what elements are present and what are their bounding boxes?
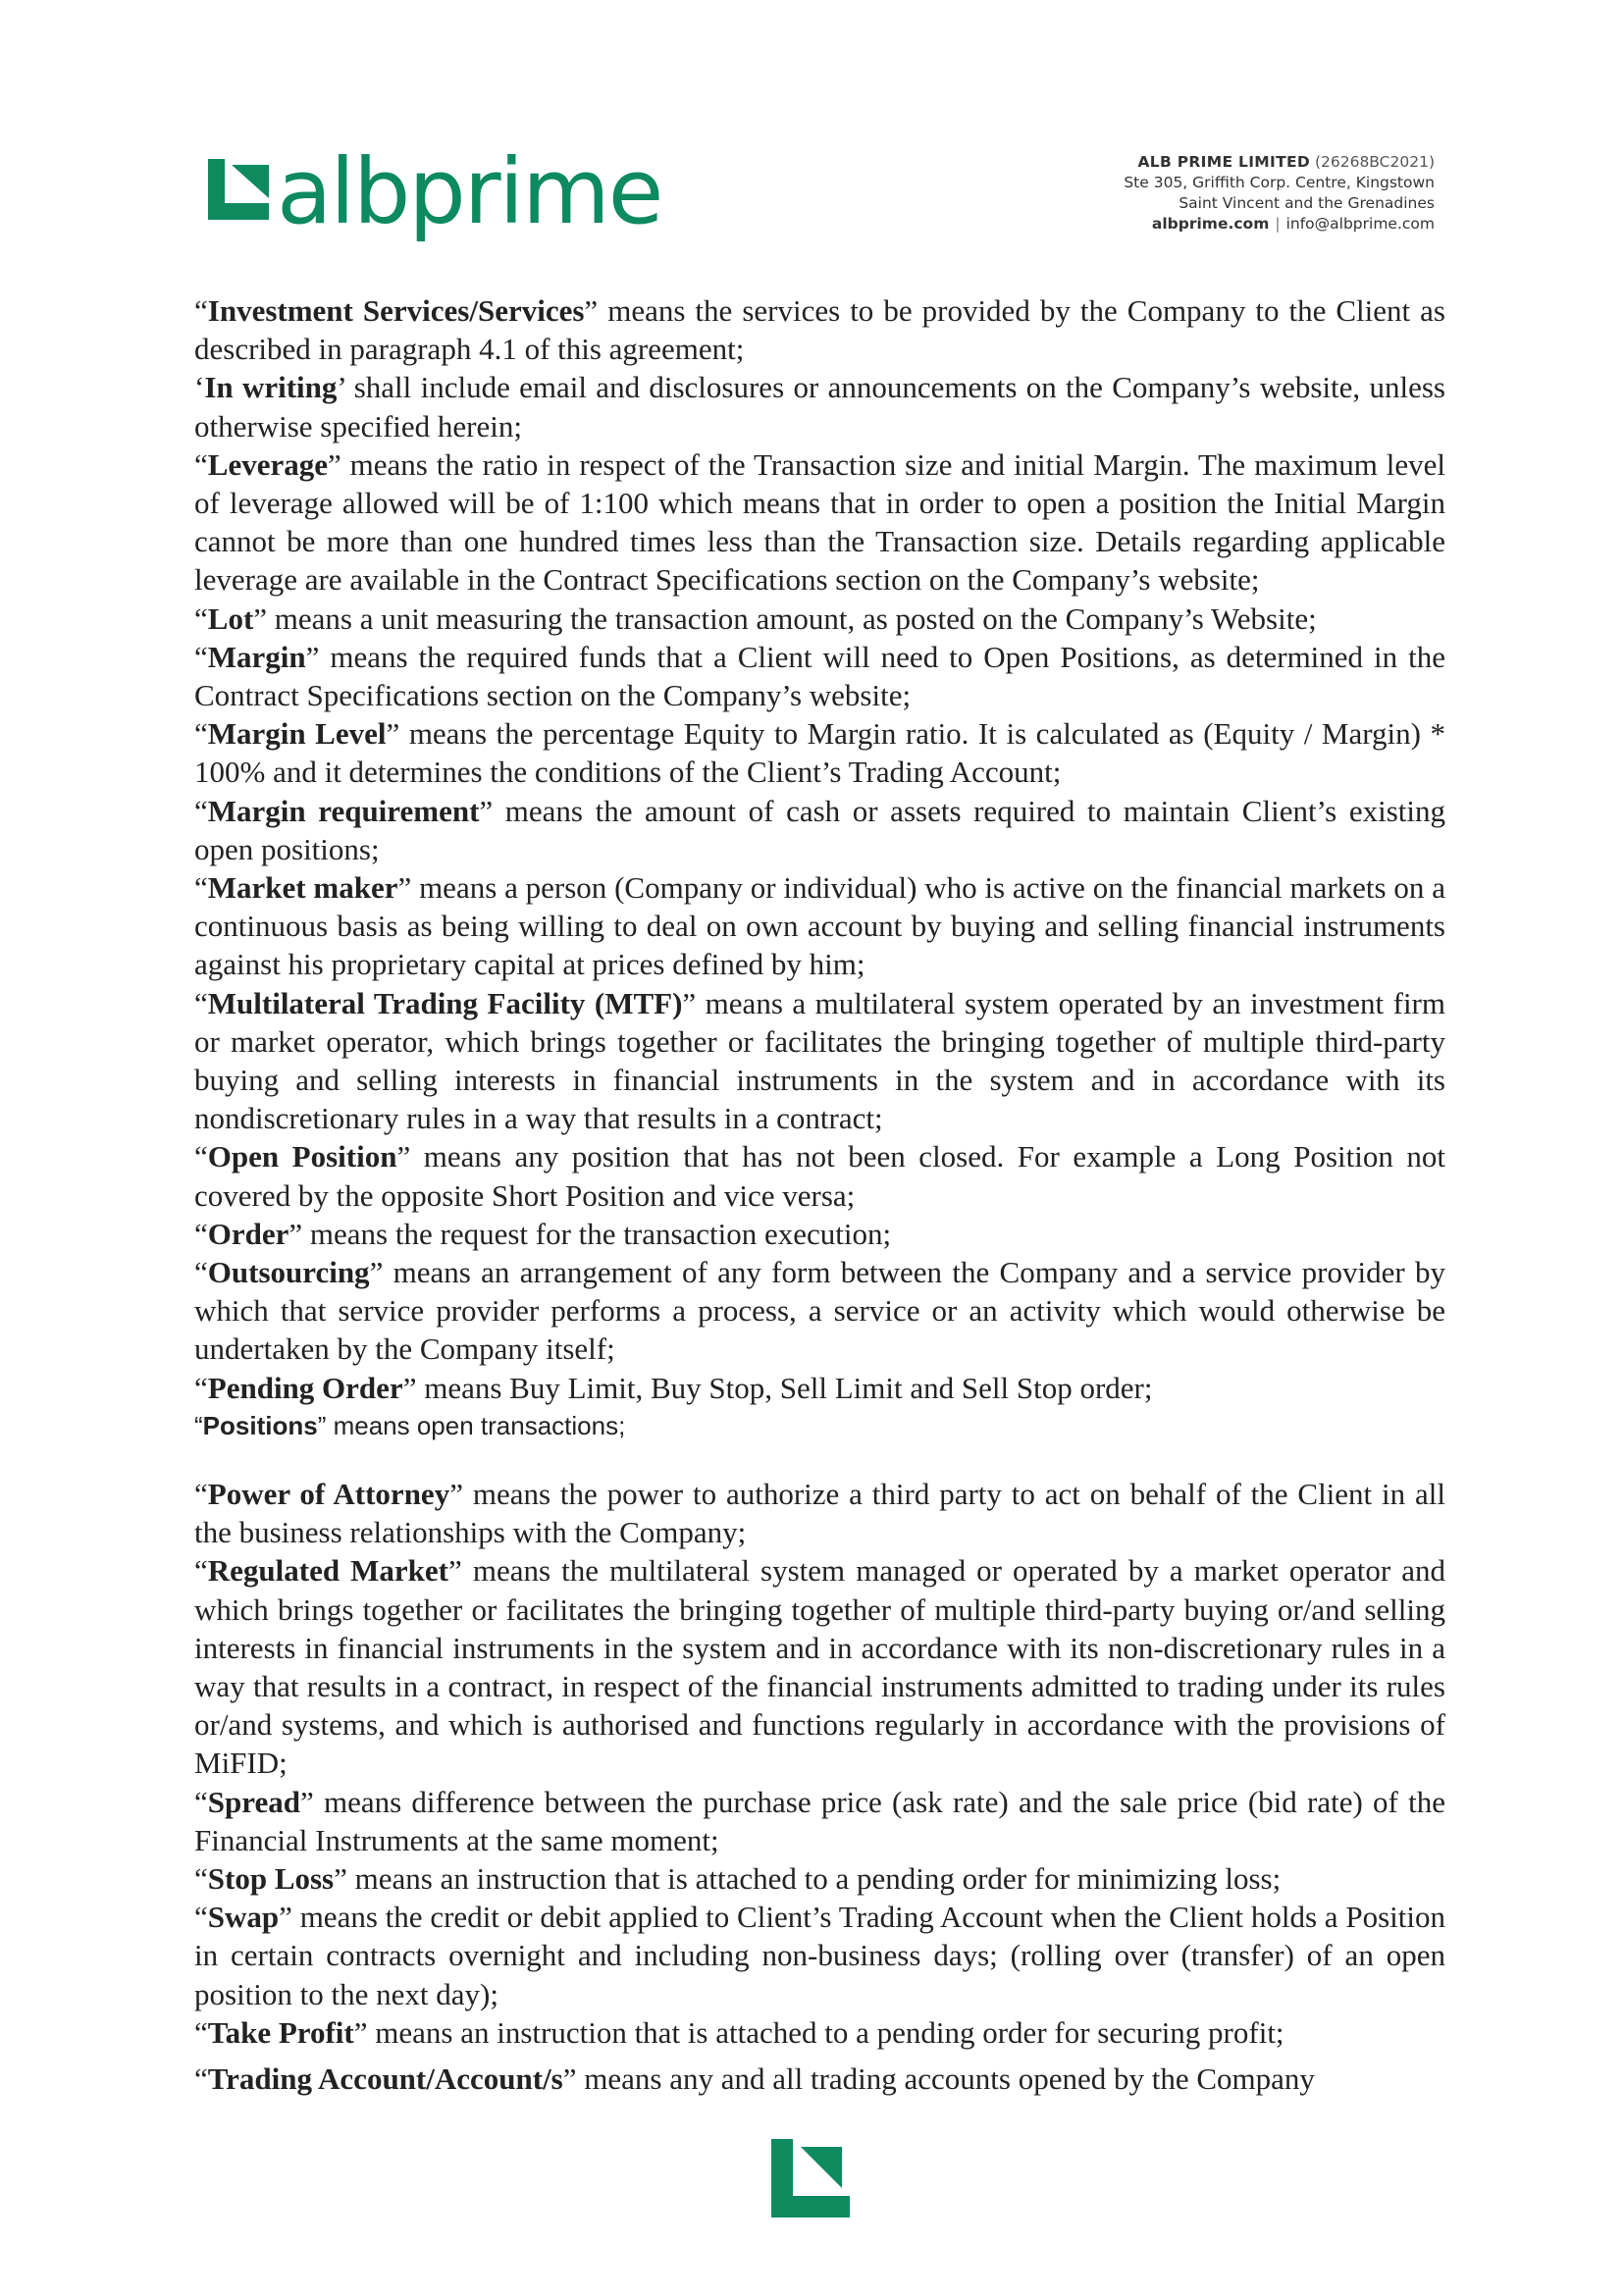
definition-item: “Leverage” means the ratio in respect of the Transaction size and initial Margin. The maximum level of leverage allowed will be of 1:100 which means that in order to open a position the Initial Margin cannot be more than one hundred times less than the Transaction size. Details regarding applicable leverage are available in the Contract Specifications section on the Company’s website; xyxy=(194,446,1445,598)
definition-item: “Swap” means the credit or debit applied to Client’s Trading Account when the Client holds a Position in certain contracts overnight and including non-business days; (rolling over (transfer) of an open position to the next day); xyxy=(194,1900,1445,2011)
definition-text: means a unit measuring the transaction amount, as posted on the Company’s Website; xyxy=(267,600,1317,636)
definitions-list xyxy=(194,291,1445,2098)
footer-logo-mark-icon xyxy=(771,2139,850,2217)
definition-text: means the amount of cash or assets required to maintain Client’s existing open positions; xyxy=(194,793,1446,866)
definition-text: means the services to be provided by the Company to the Client as described in paragraph 4.1 of this agreement; xyxy=(194,293,1446,367)
company-info xyxy=(1124,152,1435,235)
definition-term: Market maker xyxy=(207,870,398,906)
definition-item: “Pending Order” means Buy Limit, Buy Stop, Sell Limit and Sell Stop order; xyxy=(194,1370,1153,1405)
definition-item: “Margin” means the required funds that a Client will need to Open Positions, as determined in the Contract Specifications section on the Company’s website; xyxy=(194,639,1445,713)
definition-text: means the percentage Equity to Margin ratio. It is calculated as (Equity / Margin) * 100% and it determines the conditions of the Client’s Trading Account; xyxy=(194,716,1445,790)
definition-item: “Order” means the request for the transaction execution; xyxy=(194,1216,892,1251)
definition-item: “Regulated Market” means the multilateral system managed or operated by a market operator and which brings together or facilitates the bringing together of multiple third-party buying or/and selling interests in financial instruments in the system and in accordance with its non-discretionary rules in a way that results in a contract, in respect of the financial instruments admitted to trading under its rules or/and systems, and which is authorised and functions regularly in accordance with the provisions of MiFID; xyxy=(194,1553,1445,1781)
definition-item: “Multilateral Trading Facility (MTF)” means a multilateral system operated by an investment firm or market operator, which brings together or facilitates the bringing together of multiple third-party buying and selling interests in financial instruments in the system and in accordance with its nondiscretionary rules in a way that results in a contract; xyxy=(194,985,1445,1136)
company-registration: (26268BC2021) xyxy=(1314,153,1435,171)
definition-item: “Stop Loss” means an instruction that is attached to a pending order for minimizing loss; xyxy=(194,1860,1282,1896)
definition-term: Regulated Market xyxy=(207,1553,449,1589)
definition-text: means the request for the transaction execution; xyxy=(302,1216,892,1251)
definition-term: Swap xyxy=(207,1900,280,1935)
definition-text: means any and all trading accounts opened by the Company xyxy=(576,2060,1315,2096)
definition-item: “Spread” means difference between the purchase price (ask rate) and the sale price (bid rate) of the Financial Instruments at the same moment; xyxy=(194,1784,1445,1857)
definition-term: Order xyxy=(207,1216,289,1251)
definition-term: Margin xyxy=(207,639,306,674)
definition-item: “Investment Services/Services” means the services to be provided by the Company to the Client as described in paragraph 4.1 of this agreement; xyxy=(194,293,1446,367)
company-name-line xyxy=(1124,152,1435,173)
definition-term: Positions xyxy=(202,1410,318,1440)
definition-term: Trading Account/Account/s xyxy=(207,2060,563,2096)
definition-item: “Open Position” means any position that has not been closed. For example a Long Position not covered by the opposite Short Position and vice versa; xyxy=(194,1139,1445,1213)
definition-item: “Margin requirement” means the amount of cash or assets required to maintain Client’s existing open positions; xyxy=(194,793,1446,866)
definition-text: means an arrangement of any form between the Company and a service provider by which that service provider performs a process, a service or an activity which would otherwise be undertaken by the Company itself; xyxy=(194,1255,1445,1367)
definition-item: “Power of Attorney” means the power to authorize a third party to act on behalf of the Client in all the business relationships with the Company; xyxy=(194,1476,1446,1550)
definition-text: means the ratio in respect of the Transaction size and initial Margin. The maximum level of leverage allowed will be of 1:100 which means that in order to open a position the Initial Margin cannot be more than one hundred times less than the Transaction size. Details regarding applicable leverage are available in the Contract Specifications section on the Company’s website; xyxy=(194,446,1445,598)
company-address-line1: Ste 305, Griffith Corp. Centre, Kingstown xyxy=(1124,174,1435,191)
definition-term: Margin requirement xyxy=(207,793,480,828)
company-website: albprime.com xyxy=(1151,215,1270,233)
definition-text: shall include email and disclosures or announcements on the Company’s website, unless otherwise specified herein; xyxy=(194,370,1445,443)
definition-text: means Buy Limit, Buy Stop, Sell Limit and Sell Stop order; xyxy=(416,1370,1153,1405)
logo-mark-icon xyxy=(208,159,269,220)
definition-item: “Take Profit” means an instruction that is attached to a pending order for securing profit; xyxy=(194,2014,1284,2050)
definition-term: Multilateral Trading Facility (MTF) xyxy=(207,985,683,1020)
company-address-line2: Saint Vincent and the Grenadines xyxy=(1179,194,1435,212)
definition-text: means any position that has not been closed. For example a Long Position not covered by the opposite Short Position and vice versa; xyxy=(194,1139,1445,1213)
company-logo xyxy=(208,139,662,255)
definition-term: Margin Level xyxy=(207,716,387,752)
definition-item: “Outsourcing” means an arrangement of any form between the Company and a service provider by which that service provider performs a process, a service or an activity which would otherwise be undertaken by the Company itself; xyxy=(194,1255,1445,1367)
contact-separator: | xyxy=(1275,215,1281,233)
definition-text: means the credit or debit applied to Client’s Trading Account when the Client holds a Position in certain contracts overnight and including non-business days; (rolling over (transfer) of an open position to the next day); xyxy=(194,1900,1445,2011)
definition-term: Spread xyxy=(207,1784,300,1819)
company-contact-line xyxy=(1124,214,1435,235)
definition-term: Lot xyxy=(207,600,254,636)
definition-item: “Trading Account/Account/s” means any and all trading accounts opened by the Company xyxy=(194,2060,1315,2096)
definition-term: Open Position xyxy=(207,1139,397,1174)
company-email: info@albprime.com xyxy=(1285,215,1435,233)
definition-item: “Lot” means a unit measuring the transaction amount, as posted on the Company’s Website; xyxy=(194,600,1317,636)
definition-text: means difference between the purchase price (ask rate) and the sale price (bid rate) of the Financial Instruments at the same moment; xyxy=(194,1784,1445,1857)
definition-text: means an instruction that is attached to a pending order for securing profit; xyxy=(367,2014,1284,2050)
definition-text: means an instruction that is attached to a pending order for minimizing loss; xyxy=(346,1860,1282,1896)
definition-term: Investment Services/Services xyxy=(207,293,585,328)
definition-term: In writing xyxy=(204,370,338,405)
company-name: ALB PRIME LIMITED xyxy=(1137,153,1311,171)
definition-term: Outsourcing xyxy=(207,1255,370,1290)
definition-term: Leverage xyxy=(207,446,328,482)
logo-wordmark: albprime xyxy=(277,139,662,244)
definition-item: “Margin Level” means the percentage Equity to Margin ratio. It is calculated as (Equity / Margin) * 100% and it determines the conditions of the Client’s Trading Account; xyxy=(194,716,1445,790)
page-header xyxy=(0,0,1624,255)
definition-item: “Market maker” means a person (Company or individual) who is active on the financial markets on a continuous basis as being willing to deal on own account by buying and selling financial instruments against his proprietary capital at prices defined by him; xyxy=(194,870,1445,982)
definition-text: means the power to authorize a third party to act on behalf of the Client in all the business relationships with the Company; xyxy=(194,1476,1446,1550)
definition-text: means the multilateral system managed or operated by a market operator and which brings together or facilitates the bringing together of multiple third-party buying or/and selling interests in financial instruments in the system and in accordance with its non-discretionary rules in a way that results in a contract, in respect of the financial instruments admitted to trading under its rules or/and systems, and which is authorised and functions regularly in accordance with the provisions of MiFID; xyxy=(194,1553,1445,1781)
definition-term: Take Profit xyxy=(207,2014,354,2050)
definition-term: Pending Order xyxy=(207,1370,403,1405)
definition-term: Stop Loss xyxy=(207,1860,335,1896)
definition-term: Power of Attorney xyxy=(207,1476,450,1511)
definition-text: means the required funds that a Client will need to Open Positions, as determined in the Contract Specifications section on the Company’s website; xyxy=(194,639,1445,713)
definition-text: means open transactions; xyxy=(326,1410,626,1440)
definition-text: means a multilateral system operated by an investment firm or market operator, which brings together or facilitates the bringing together of multiple third-party buying and selling interests in financial instruments in the system and in accordance with its nondiscretionary rules in a way that results in a contract; xyxy=(194,985,1445,1136)
definition-text: means a person (Company or individual) who is active on the financial markets on a continuous basis as being willing to deal on own account by buying and selling financial instruments against his proprietary capital at prices defined by him; xyxy=(194,870,1445,982)
definition-item: ‘In writing’ shall include email and disclosures or announcements on the Company’s website, unless otherwise specified herein; xyxy=(194,370,1445,443)
definition-item: “Positions” means open transactions; xyxy=(194,1410,626,1440)
